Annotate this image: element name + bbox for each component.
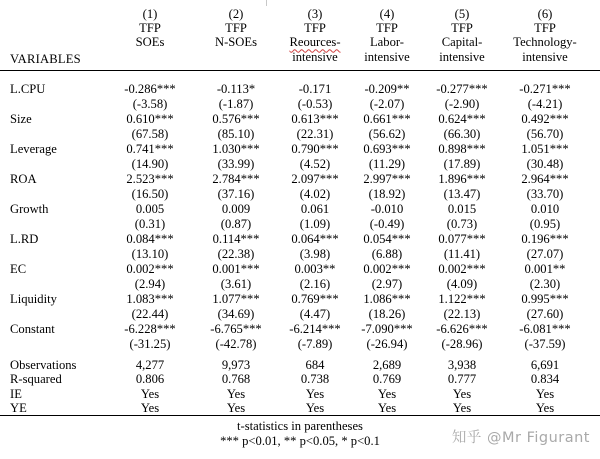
column-header-5	[439, 7, 484, 64]
tstat-row	[0, 337, 600, 351]
stat-row-rsquared	[0, 372, 600, 386]
coef-cell: 0.196***	[521, 232, 569, 246]
tstat-cell: (-31.25)	[129, 337, 171, 351]
coef-cell: 0.613***	[291, 112, 339, 126]
tstat-cell: (18.26)	[368, 307, 406, 321]
coef-cell: 0.010	[530, 202, 560, 216]
tstat-cell: (33.99)	[217, 157, 255, 171]
coef-cell: 0.009	[221, 202, 251, 216]
coef-cell: 0.054***	[363, 232, 411, 246]
coef-row-ec	[0, 262, 600, 276]
coef-cell: -0.271***	[519, 82, 571, 96]
coef-cell: 1.122***	[438, 292, 486, 306]
tstat-cell: (-42.78)	[215, 337, 257, 351]
tstat-row	[0, 277, 600, 291]
variables-header: VARIABLES	[10, 52, 81, 66]
stat-cell: 0.806	[135, 372, 165, 387]
tstat-cell: (30.48)	[526, 157, 564, 171]
column-header-l2: Labor-	[369, 35, 404, 50]
row-label: Size	[10, 112, 32, 126]
tstat-cell: (2.97)	[371, 277, 403, 291]
coef-cell: 2.097***	[291, 172, 339, 186]
stat-cell: Yes	[377, 386, 397, 401]
tstat-cell: (4.52)	[299, 157, 331, 171]
tstat-cell: (-4.21)	[527, 97, 563, 111]
stat-cell: Yes	[305, 400, 325, 415]
tstat-cell: (13.10)	[131, 247, 169, 261]
stat-cell: Yes	[140, 400, 160, 415]
stat-cell: 3,938	[447, 358, 477, 372]
tstat-cell: (22.13)	[443, 307, 481, 321]
column-header-l2: N-SOEs	[215, 35, 257, 50]
tstat-cell: (11.41)	[443, 247, 481, 261]
tstat-cell: (34.69)	[217, 307, 255, 321]
coef-cell: 2.997***	[363, 172, 411, 186]
coef-cell: -0.171	[298, 82, 332, 96]
tstat-cell: (13.47)	[443, 187, 481, 201]
tstat-cell: (16.50)	[131, 187, 169, 201]
coef-cell: -0.277***	[436, 82, 488, 96]
row-label: ROA	[10, 172, 37, 186]
coef-cell: 0.492***	[521, 112, 569, 126]
tstat-cell: (-37.59)	[524, 337, 566, 351]
column-header-3	[289, 7, 340, 64]
coef-cell: 0.003**	[294, 262, 336, 276]
coef-cell: 1.896***	[438, 172, 486, 186]
header-rule	[0, 70, 600, 71]
row-label: IE	[10, 386, 22, 401]
coef-cell: 2.784***	[212, 172, 260, 186]
row-label: L.CPU	[10, 82, 46, 96]
tstat-cell: (56.62)	[368, 127, 406, 141]
tstat-cell: (27.60)	[526, 307, 564, 321]
coef-cell: 0.661***	[363, 112, 411, 126]
column-header-l2: Reources-	[289, 35, 341, 50]
stat-cell: 684	[305, 358, 325, 372]
tstat-row	[0, 307, 600, 321]
stat-cell: Yes	[140, 386, 160, 401]
tstat-cell: (0.95)	[529, 217, 561, 231]
coef-row-lrd	[0, 232, 600, 246]
stat-cell: Yes	[226, 386, 246, 401]
coef-cell: 1.083***	[126, 292, 174, 306]
stat-cell: 0.769	[372, 372, 402, 387]
column-header-l2: SOEs	[135, 35, 165, 50]
coef-cell: 0.061	[300, 202, 330, 216]
top-edge-tick	[266, 0, 267, 6]
coef-cell: 0.064***	[291, 232, 339, 246]
tstat-cell: (33.70)	[526, 187, 564, 201]
coef-row-leverage	[0, 142, 600, 156]
stat-cell: 6,691	[530, 358, 560, 372]
coef-row-constant	[0, 322, 600, 336]
column-header-l1: TFP	[376, 21, 398, 36]
coef-cell: 0.610***	[126, 112, 174, 126]
tstat-cell: (66.30)	[443, 127, 481, 141]
column-header-l1: TFP	[304, 21, 326, 36]
coef-cell: -6.081***	[519, 322, 571, 336]
column-header-l1: TFP	[225, 21, 247, 36]
bottom-rule	[0, 415, 600, 416]
tstat-cell: (22.38)	[217, 247, 255, 261]
tstat-cell: (3.98)	[299, 247, 331, 261]
column-header-num: (5)	[454, 7, 470, 21]
tstat-cell: (0.31)	[134, 217, 166, 231]
stat-cell: Yes	[226, 400, 246, 415]
tstat-cell: (-2.07)	[369, 97, 405, 111]
tstat-cell: (0.87)	[220, 217, 252, 231]
stat-row-observations	[0, 358, 600, 372]
tstat-cell: (-1.87)	[218, 97, 254, 111]
tstat-row	[0, 247, 600, 261]
coef-cell: 0.576***	[212, 112, 260, 126]
tstat-cell: (56.70)	[526, 127, 564, 141]
coef-cell: 0.114***	[212, 232, 260, 246]
stat-row-ie	[0, 387, 600, 401]
column-header-l1: TFP	[451, 21, 473, 36]
coef-cell: -7.090***	[361, 322, 413, 336]
tstat-cell: (-0.49)	[369, 217, 405, 231]
tstat-cell: (-0.53)	[297, 97, 333, 111]
column-header-1	[136, 7, 165, 50]
coef-cell: 0.995***	[521, 292, 569, 306]
coef-cell: 1.086***	[363, 292, 411, 306]
tstat-cell: (-3.58)	[132, 97, 168, 111]
stat-cell: Yes	[535, 386, 555, 401]
coef-cell: -0.209**	[364, 82, 410, 96]
note-tstat: t-statistics in parentheses	[237, 419, 363, 433]
coef-cell: 0.741***	[126, 142, 174, 156]
row-label: L.RD	[10, 232, 39, 246]
stat-cell: 0.834	[530, 372, 560, 387]
note-significance: *** p<0.01, ** p<0.05, * p<0.1	[220, 434, 380, 448]
column-header-l1: TFP	[139, 21, 161, 36]
coef-cell: 0.001**	[524, 262, 566, 276]
coef-cell: -6.228***	[124, 322, 176, 336]
tstat-row	[0, 217, 600, 231]
stat-cell: 9,973	[221, 358, 251, 372]
coef-cell: 0.005	[135, 202, 165, 216]
tstat-cell: (37.16)	[217, 187, 255, 201]
coef-cell: -6.765***	[210, 322, 262, 336]
column-header-4	[364, 7, 409, 64]
tstat-cell: (-28.96)	[441, 337, 483, 351]
coef-cell: 2.523***	[126, 172, 174, 186]
tstat-cell: (17.89)	[443, 157, 481, 171]
watermark: 知乎 @Mr Figurant	[451, 430, 590, 446]
tstat-cell: (6.88)	[371, 247, 403, 261]
coef-cell: 0.084***	[126, 232, 174, 246]
column-header-l2: Technology-	[513, 35, 577, 50]
tstat-cell: (14.90)	[131, 157, 169, 171]
tstat-cell: (4.09)	[446, 277, 478, 291]
tstat-row	[0, 97, 600, 111]
column-header-2	[215, 7, 257, 50]
coef-cell: 1.030***	[212, 142, 260, 156]
stat-row-ye	[0, 401, 600, 415]
tstat-cell: (0.73)	[446, 217, 478, 231]
tstat-cell: (1.09)	[299, 217, 331, 231]
coef-cell: -0.286***	[124, 82, 176, 96]
stat-cell: 0.738	[300, 372, 330, 387]
coef-cell: 0.015	[447, 202, 477, 216]
stat-cell: 0.768	[221, 372, 251, 387]
coef-cell: 1.077***	[212, 292, 260, 306]
column-header-l3: intensive	[522, 49, 568, 64]
stat-cell: Yes	[452, 386, 472, 401]
coef-row-roa	[0, 172, 600, 186]
tstat-cell: (-7.89)	[297, 337, 333, 351]
coef-row-liquidity	[0, 292, 600, 306]
tstat-cell: (-2.90)	[444, 97, 480, 111]
coef-row-growth	[0, 202, 600, 216]
row-label: Liquidity	[10, 292, 57, 306]
tstat-row	[0, 187, 600, 201]
tstat-cell: (22.44)	[131, 307, 169, 321]
tstat-cell: (2.30)	[529, 277, 561, 291]
coef-cell: 0.002***	[126, 262, 174, 276]
row-label: Leverage	[10, 142, 57, 156]
coef-cell: 0.002***	[438, 262, 486, 276]
tstat-row	[0, 127, 600, 141]
stat-cell: Yes	[305, 386, 325, 401]
column-header-l2: Capital-	[441, 35, 483, 50]
column-header-l1: TFP	[534, 21, 556, 36]
coef-row-lcpu	[0, 82, 600, 96]
column-header-l3: intensive	[292, 49, 338, 64]
row-label: R-squared	[10, 372, 62, 387]
coef-cell: 0.790***	[291, 142, 339, 156]
coef-cell: 0.898***	[438, 142, 486, 156]
stat-cell: Yes	[377, 400, 397, 415]
column-header-6	[513, 7, 576, 64]
tstat-cell: (-26.94)	[366, 337, 408, 351]
tstat-cell: (2.94)	[134, 277, 166, 291]
row-label: Constant	[10, 322, 55, 336]
tstat-row	[0, 157, 600, 171]
row-label: YE	[10, 400, 27, 415]
tstat-cell: (18.92)	[368, 187, 406, 201]
column-header-num: (4)	[379, 7, 395, 21]
coef-cell: 0.077***	[438, 232, 486, 246]
row-label: Growth	[10, 202, 49, 216]
tstat-cell: (85.10)	[217, 127, 255, 141]
coef-cell: 0.769***	[291, 292, 339, 306]
coef-cell: 2.964***	[521, 172, 569, 186]
column-header-num: (6)	[537, 7, 553, 21]
stat-cell: 4,277	[135, 358, 165, 372]
stat-cell: Yes	[452, 400, 472, 415]
coef-cell: 0.624***	[438, 112, 486, 126]
stat-cell: Yes	[535, 400, 555, 415]
column-header-l3: intensive	[439, 49, 485, 64]
row-label: Observations	[10, 358, 77, 372]
coef-row-size	[0, 112, 600, 126]
coef-cell: -0.113*	[216, 82, 256, 96]
coef-cell: -6.626***	[436, 322, 488, 336]
tstat-cell: (4.02)	[299, 187, 331, 201]
coef-cell: 0.693***	[363, 142, 411, 156]
coef-cell: -6.214***	[289, 322, 341, 336]
tstat-cell: (4.47)	[299, 307, 331, 321]
coef-cell: 1.051***	[521, 142, 569, 156]
row-label: EC	[10, 262, 27, 276]
tstat-cell: (22.31)	[296, 127, 334, 141]
coef-cell: -0.010	[370, 202, 404, 216]
column-header-l3: intensive	[364, 49, 410, 64]
column-header-num: (1)	[142, 7, 158, 21]
tstat-cell: (27.07)	[526, 247, 564, 261]
stat-cell: 2,689	[372, 358, 402, 372]
column-header-num: (3)	[307, 7, 323, 21]
column-header-num: (2)	[228, 7, 244, 21]
stat-cell: 0.777	[447, 372, 477, 387]
tstat-cell: (11.29)	[368, 157, 406, 171]
coef-cell: 0.001***	[212, 262, 260, 276]
tstat-cell: (3.61)	[220, 277, 252, 291]
tstat-cell: (67.58)	[131, 127, 169, 141]
coef-cell: 0.002***	[363, 262, 411, 276]
tstat-cell: (2.16)	[299, 277, 331, 291]
